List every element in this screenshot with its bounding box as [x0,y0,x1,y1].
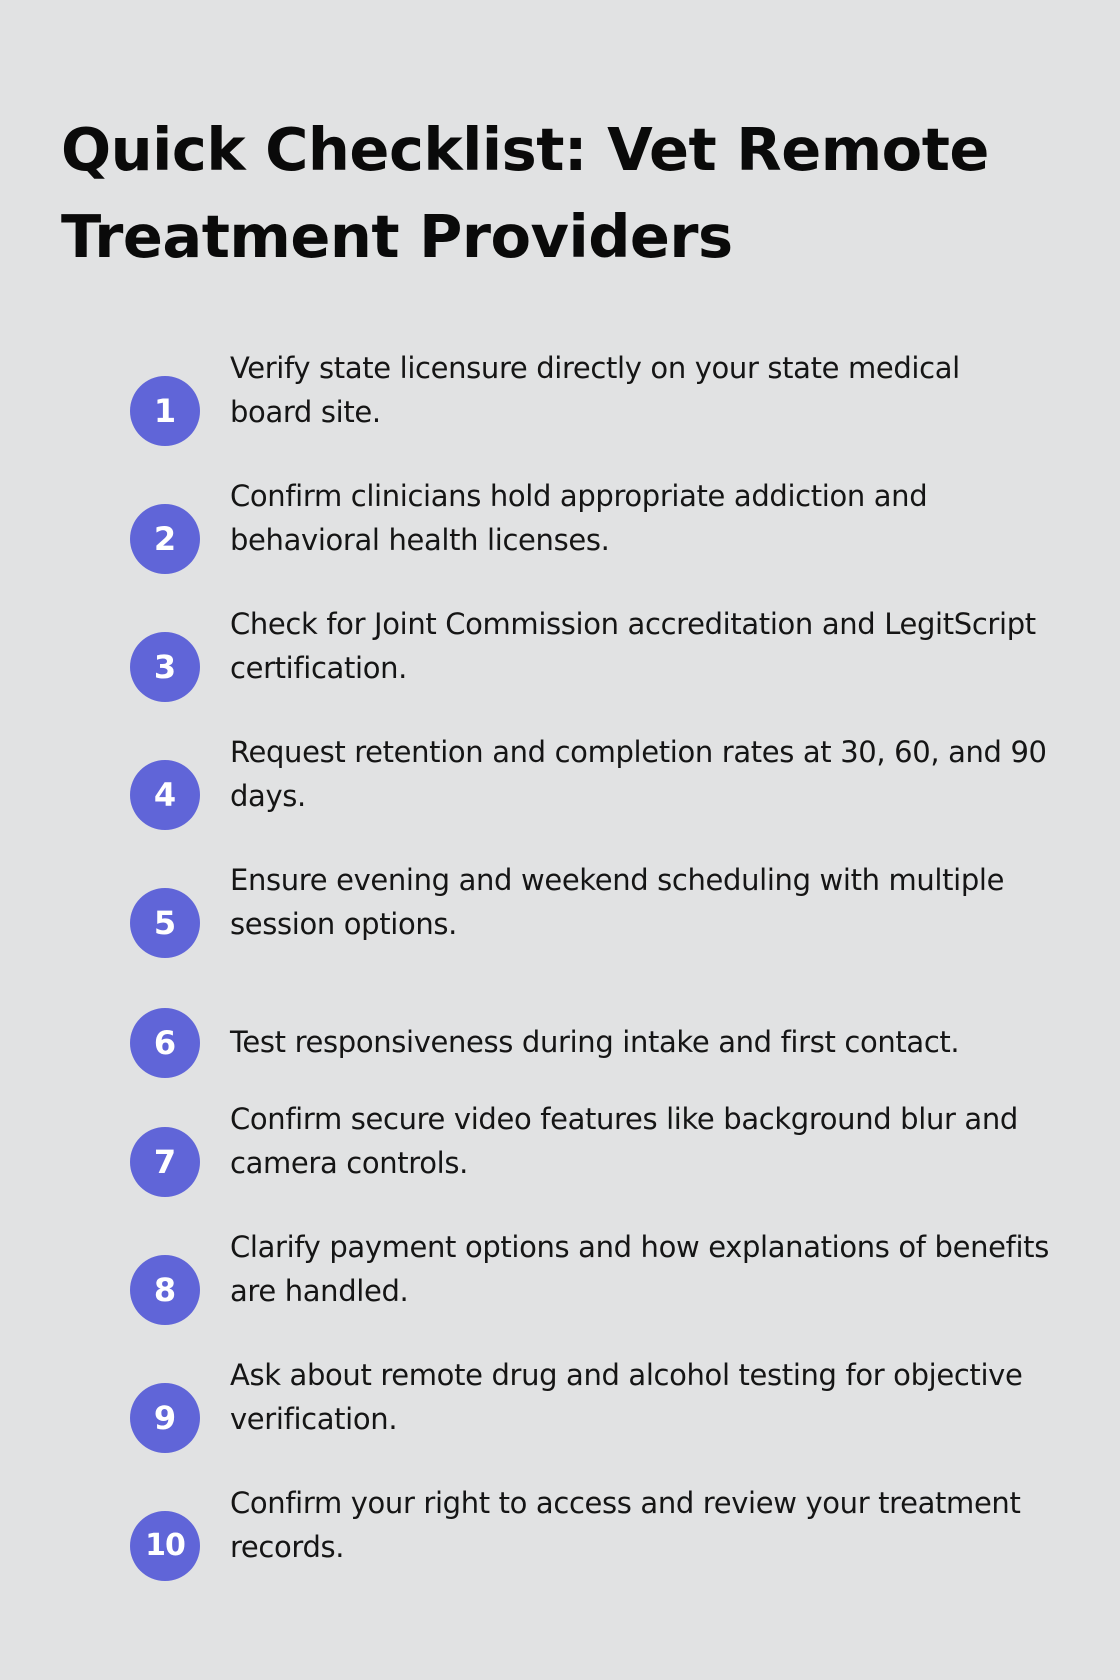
step-number-badge: 6 [130,1008,200,1078]
step-number-badge: 4 [130,760,200,830]
step-number-badge: 5 [130,888,200,958]
checklist-item-text: Clarify payment options and how explanations of benefits are handled. [230,1230,1049,1308]
checklist-item [0,1225,1120,1345]
checklist-item-text: Confirm secure video features like background blur and camera controls. [230,1102,1018,1180]
step-number-badge: 1 [130,376,200,446]
checklist-item-text: Confirm clinicians hold appropriate addiction and behavioral health licenses. [230,479,928,557]
checklist-item [0,1353,1120,1473]
page-title: Quick Checklist: Vet Remote Treatment Providers [61,115,989,271]
step-number-badge: 7 [130,1127,200,1197]
checklist-item-text: Request retention and completion rates at 30, 60, and 90 days. [230,735,1047,813]
step-number-badge: 2 [130,504,200,574]
checklist-item-text: Confirm your right to access and review your treatment records. [230,1486,1021,1564]
checklist-item-text: Test responsiveness during intake and first contact. [230,1025,960,1059]
checklist-item-text: Check for Joint Commission accreditation and LegitScript certification. [230,607,1036,685]
checklist-item [0,1481,1120,1601]
checklist-item [0,1097,1120,1217]
step-number-badge: 3 [130,632,200,702]
checklist-item [0,730,1120,850]
checklist-item [0,602,1120,722]
checklist-item [0,474,1120,594]
step-number-badge: 8 [130,1255,200,1325]
checklist-item [0,346,1120,466]
checklist-item [0,858,1120,978]
checklist-item-text: Ask about remote drug and alcohol testing for objective verification. [230,1358,1023,1436]
step-number-badge: 9 [130,1383,200,1453]
checklist-item-text: Ensure evening and weekend scheduling with multiple session options. [230,863,1005,941]
step-number-badge: 10 [130,1511,200,1581]
checklist-item-text: Verify state licensure directly on your state medical board site. [230,351,960,429]
